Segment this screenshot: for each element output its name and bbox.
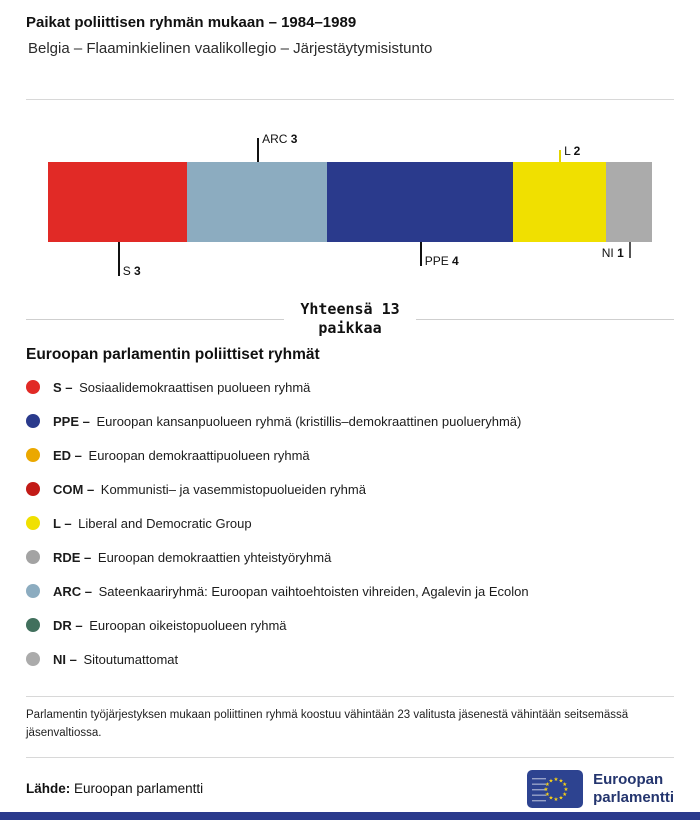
legend-item-rde [26, 540, 674, 574]
legend-item-label: ED – Euroopan demokraattipuolueen ryhmä [53, 447, 310, 463]
page-title: Paikat poliittisen ryhmän mukaan – 1984–1989 [26, 14, 357, 31]
bar-label-ni: NI 1 [601, 246, 624, 260]
footnote: Parlamentin työjärjestyksen mukaan poliittinen ryhmä koostuu vähintään 23 valitusta jäsenestä vähintään seitsemässä jäsenvaltiossa. [26, 709, 629, 739]
dr-color-dot-icon [26, 618, 40, 632]
legend-item-label: NI – Sitoutumattomat [53, 651, 179, 667]
bar-segment-s [48, 162, 187, 242]
svg-text:★: ★ [558, 795, 564, 802]
legend-list [26, 370, 674, 676]
bar-segment-arc [187, 162, 326, 242]
bar-segment-l [513, 162, 606, 242]
svg-text:★: ★ [553, 796, 559, 803]
legend-item-label: S – Sosiaalidemokraattisen puolueen ryhmä [53, 379, 311, 395]
footnote-divider [26, 696, 674, 697]
legend-item-label: L – Liberal and Democratic Group [53, 515, 252, 531]
total-seats-label [300, 300, 399, 338]
callout-line-arc [257, 138, 259, 162]
legend-item-ppe [26, 404, 674, 438]
svg-text:★: ★ [563, 786, 569, 793]
svg-text:★: ★ [548, 795, 554, 802]
rde-color-dot-icon [26, 550, 40, 564]
ep-logo [527, 770, 674, 808]
source-row [26, 770, 674, 808]
legend-item-label: RDE – Euroopan demokraattien yhteistyöryhmä [53, 549, 332, 565]
svg-text:★: ★ [558, 778, 564, 785]
callout-line-l [559, 150, 561, 162]
legend-item-label: COM – Kommunisti– ja vasemmistopuolueiden ryhmä [53, 481, 366, 497]
top-divider [26, 99, 674, 100]
com-color-dot-icon [26, 482, 40, 496]
svg-text:★: ★ [544, 791, 550, 798]
bar-label-s: S 3 [122, 264, 141, 278]
ep-logo-line1: Euroopan [593, 770, 664, 788]
seat-bar-chart [48, 132, 652, 288]
total-line2: paikkaa [318, 319, 382, 338]
source-label: Lähde: [26, 781, 71, 797]
legend-item-dr [26, 608, 674, 642]
bar-label-arc: ARC 3 [262, 132, 298, 146]
callout-line-s [118, 242, 120, 276]
total-rule-right [416, 319, 674, 320]
page-subtitle: Belgia – Flaaminkielinen vaalikollegio – Järjestäytymisistunto [28, 40, 433, 57]
ppe-color-dot-icon [26, 414, 40, 428]
legend-item-label: DR – Euroopan oikeistopuolueen ryhmä [53, 617, 287, 633]
header [26, 14, 674, 57]
bar-label-ppe: PPE 4 [424, 254, 459, 268]
eu-flag-icon [527, 770, 583, 808]
source-value: Euroopan parlamentti [74, 781, 204, 797]
callout-line-ni [629, 242, 631, 258]
legend-item-label: ARC – Sateenkaariryhmä: Euroopan vaihtoehtoisten vihreiden, Agalevin ja Ecolon [53, 583, 529, 599]
svg-text:★: ★ [548, 778, 554, 785]
svg-text:★: ★ [544, 781, 550, 788]
ni-color-dot-icon [26, 652, 40, 666]
legend-item-arc [26, 574, 674, 608]
svg-text:★: ★ [562, 781, 568, 788]
s-color-dot-icon [26, 380, 40, 394]
l-color-dot-icon [26, 516, 40, 530]
bottom-accent-bar [0, 812, 700, 820]
legend-item-l [26, 506, 674, 540]
legend-heading: Euroopan parlamentin poliittiset ryhmät [26, 346, 320, 364]
callout-line-ppe [420, 242, 422, 266]
bar-segment-ni [606, 162, 652, 242]
arc-color-dot-icon [26, 584, 40, 598]
svg-text:★: ★ [553, 776, 559, 783]
legend-item-ni [26, 642, 674, 676]
total-line1: Yhteensä 13 [300, 300, 400, 318]
svg-text:★: ★ [543, 786, 549, 793]
legend-item-label: PPE – Euroopan kansanpuolueen ryhmä (kristillis–demokraattinen puolueryhmä) [53, 413, 522, 429]
legend-item-s [26, 370, 674, 404]
stacked-bar [48, 162, 652, 242]
svg-text:★: ★ [562, 791, 568, 798]
ep-logo-line2: parlamentti [593, 788, 674, 806]
bar-segment-ppe [327, 162, 513, 242]
total-rule-left [26, 319, 284, 320]
bar-label-l: L 2 [564, 144, 581, 158]
source-divider [26, 757, 674, 758]
total-seats-block [26, 300, 674, 338]
source-text [26, 781, 203, 796]
ep-logo-text [593, 771, 674, 807]
ed-color-dot-icon [26, 448, 40, 462]
legend-item-ed [26, 438, 674, 472]
legend-item-com [26, 472, 674, 506]
